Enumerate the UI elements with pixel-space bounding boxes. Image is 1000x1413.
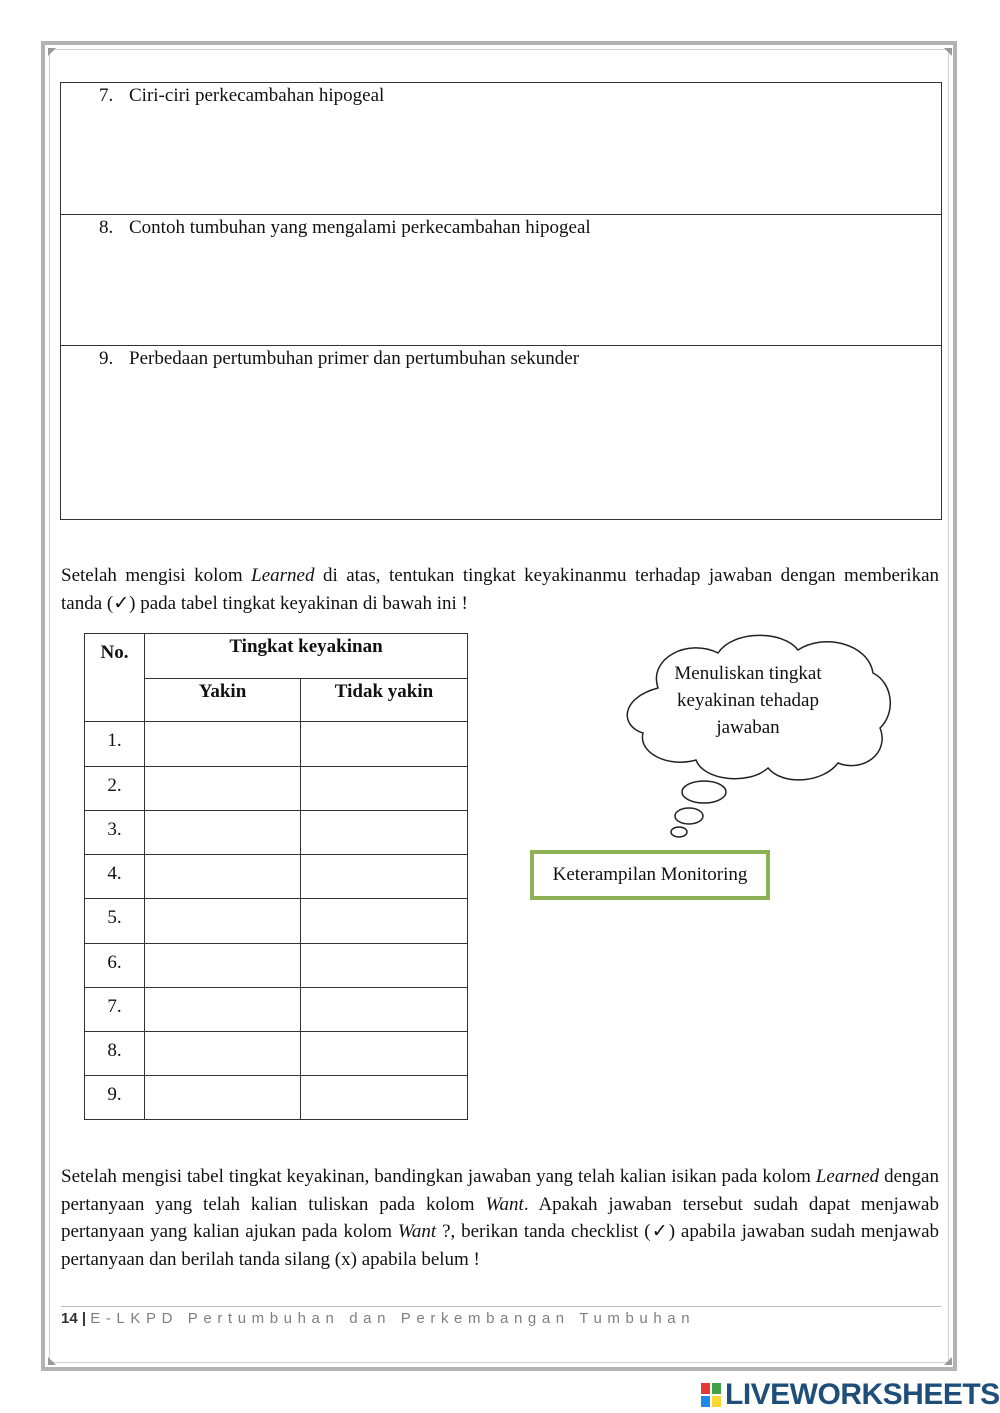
yakin-cell[interactable] <box>145 722 301 767</box>
row-number: 3. <box>85 811 145 855</box>
row-number: 8. <box>85 1032 145 1076</box>
confidence-table <box>84 633 468 1120</box>
question-number: 7. <box>99 85 114 106</box>
corner-ornament <box>944 48 952 56</box>
tidak-yakin-cell[interactable] <box>301 1076 468 1120</box>
confidence-row <box>85 811 468 855</box>
logo-icon <box>700 1382 722 1408</box>
logo-square <box>700 1382 711 1395</box>
question-row-8[interactable] <box>61 215 941 346</box>
corner-ornament <box>944 1357 952 1365</box>
skill-label-box: Keterampilan Monitoring <box>530 850 770 900</box>
question-number: 8. <box>99 217 114 238</box>
yakin-cell[interactable] <box>145 1076 301 1120</box>
confidence-row <box>85 767 468 811</box>
thought-bubble-text: Menuliskan tingkat keyakinan tehadap jawaban <box>674 663 822 738</box>
question-row-7[interactable] <box>61 83 941 215</box>
yakin-cell[interactable] <box>145 899 301 944</box>
question-number: 9. <box>99 348 114 369</box>
row-number: 1. <box>85 722 145 767</box>
bubble-dot-small <box>671 827 687 837</box>
logo-square <box>700 1395 711 1408</box>
row-number: 6. <box>85 944 145 988</box>
logo-text: LIVEWORKSHEETS <box>725 1378 1000 1411</box>
instruction-paragraph-1: Setelah mengisi kolom Learned di atas, tentukan tingkat keyakinanmu terhadap jawaban dengan memberikan tanda (✓) pada tabel tingkat keyakinan di bawah ini ! <box>61 565 939 614</box>
confidence-row <box>85 1032 468 1076</box>
question-text: Perbedaan pertumbuhan primer dan pertumbuhan sekunder <box>129 348 580 369</box>
yakin-cell[interactable] <box>145 944 301 988</box>
tidak-yakin-cell[interactable] <box>301 767 468 811</box>
tidak-yakin-cell[interactable] <box>301 722 468 767</box>
yakin-cell[interactable] <box>145 988 301 1032</box>
confidence-row <box>85 1076 468 1120</box>
header-yakin: Yakin <box>145 679 301 722</box>
tidak-yakin-cell[interactable] <box>301 811 468 855</box>
question-row-9[interactable] <box>61 346 941 519</box>
row-number: 7. <box>85 988 145 1032</box>
question-text: Contoh tumbuhan yang mengalami perkecambahan hipogeal <box>129 217 591 238</box>
liveworksheets-logo <box>700 1378 1000 1412</box>
question-box <box>60 82 942 520</box>
row-number: 9. <box>85 1076 145 1120</box>
tidak-yakin-cell[interactable] <box>301 944 468 988</box>
row-number: 5. <box>85 899 145 944</box>
footer-title: E-LKPD Pertumbuhan dan Perkembangan Tumbuhan <box>90 1310 696 1327</box>
footer-divider <box>61 1306 941 1307</box>
tidak-yakin-cell[interactable] <box>301 855 468 899</box>
header-tidak-yakin: Tidak yakin <box>301 679 468 722</box>
question-text: Ciri-ciri perkecambahan hipogeal <box>129 85 385 106</box>
confidence-row <box>85 899 468 944</box>
confidence-row <box>85 722 468 767</box>
yakin-cell[interactable] <box>145 767 301 811</box>
page-number: 14 <box>61 1310 78 1327</box>
bubble-dot-medium <box>675 808 703 824</box>
yakin-cell[interactable] <box>145 1032 301 1076</box>
tidak-yakin-cell[interactable] <box>301 1032 468 1076</box>
yakin-cell[interactable] <box>145 811 301 855</box>
row-number: 4. <box>85 855 145 899</box>
header-no: No. <box>85 634 145 722</box>
corner-ornament <box>48 1357 56 1365</box>
confidence-row <box>85 855 468 899</box>
header-confidence: Tingkat keyakinan <box>145 634 468 679</box>
bubble-dot-large <box>682 781 726 803</box>
confidence-row <box>85 988 468 1032</box>
page-footer: 14 | E-LKPD Pertumbuhan dan Perkembangan Tumbuhan <box>61 1310 696 1327</box>
tidak-yakin-cell[interactable] <box>301 899 468 944</box>
row-number: 2. <box>85 767 145 811</box>
tidak-yakin-cell[interactable] <box>301 988 468 1032</box>
yakin-cell[interactable] <box>145 855 301 899</box>
logo-square <box>711 1382 722 1395</box>
confidence-row <box>85 944 468 988</box>
logo-square <box>711 1395 722 1408</box>
corner-ornament <box>48 48 56 56</box>
instruction-paragraph-2: Setelah mengisi tabel tingkat keyakinan, bandingkan jawaban yang telah kalian isikan pada kolom Learned dengan pertanyaan yang telah kalian tuliskan pada kolom Want. Apakah jawaban tersebut sudah dapat menjawab pertanyaan yang kalian ajukan pada kolom Want ?, berikan tanda checklist (✓) apabila jawaban sudah menjawab pertanyaan dan berilah tanda silang (x) apabila belum ! <box>61 1166 939 1270</box>
